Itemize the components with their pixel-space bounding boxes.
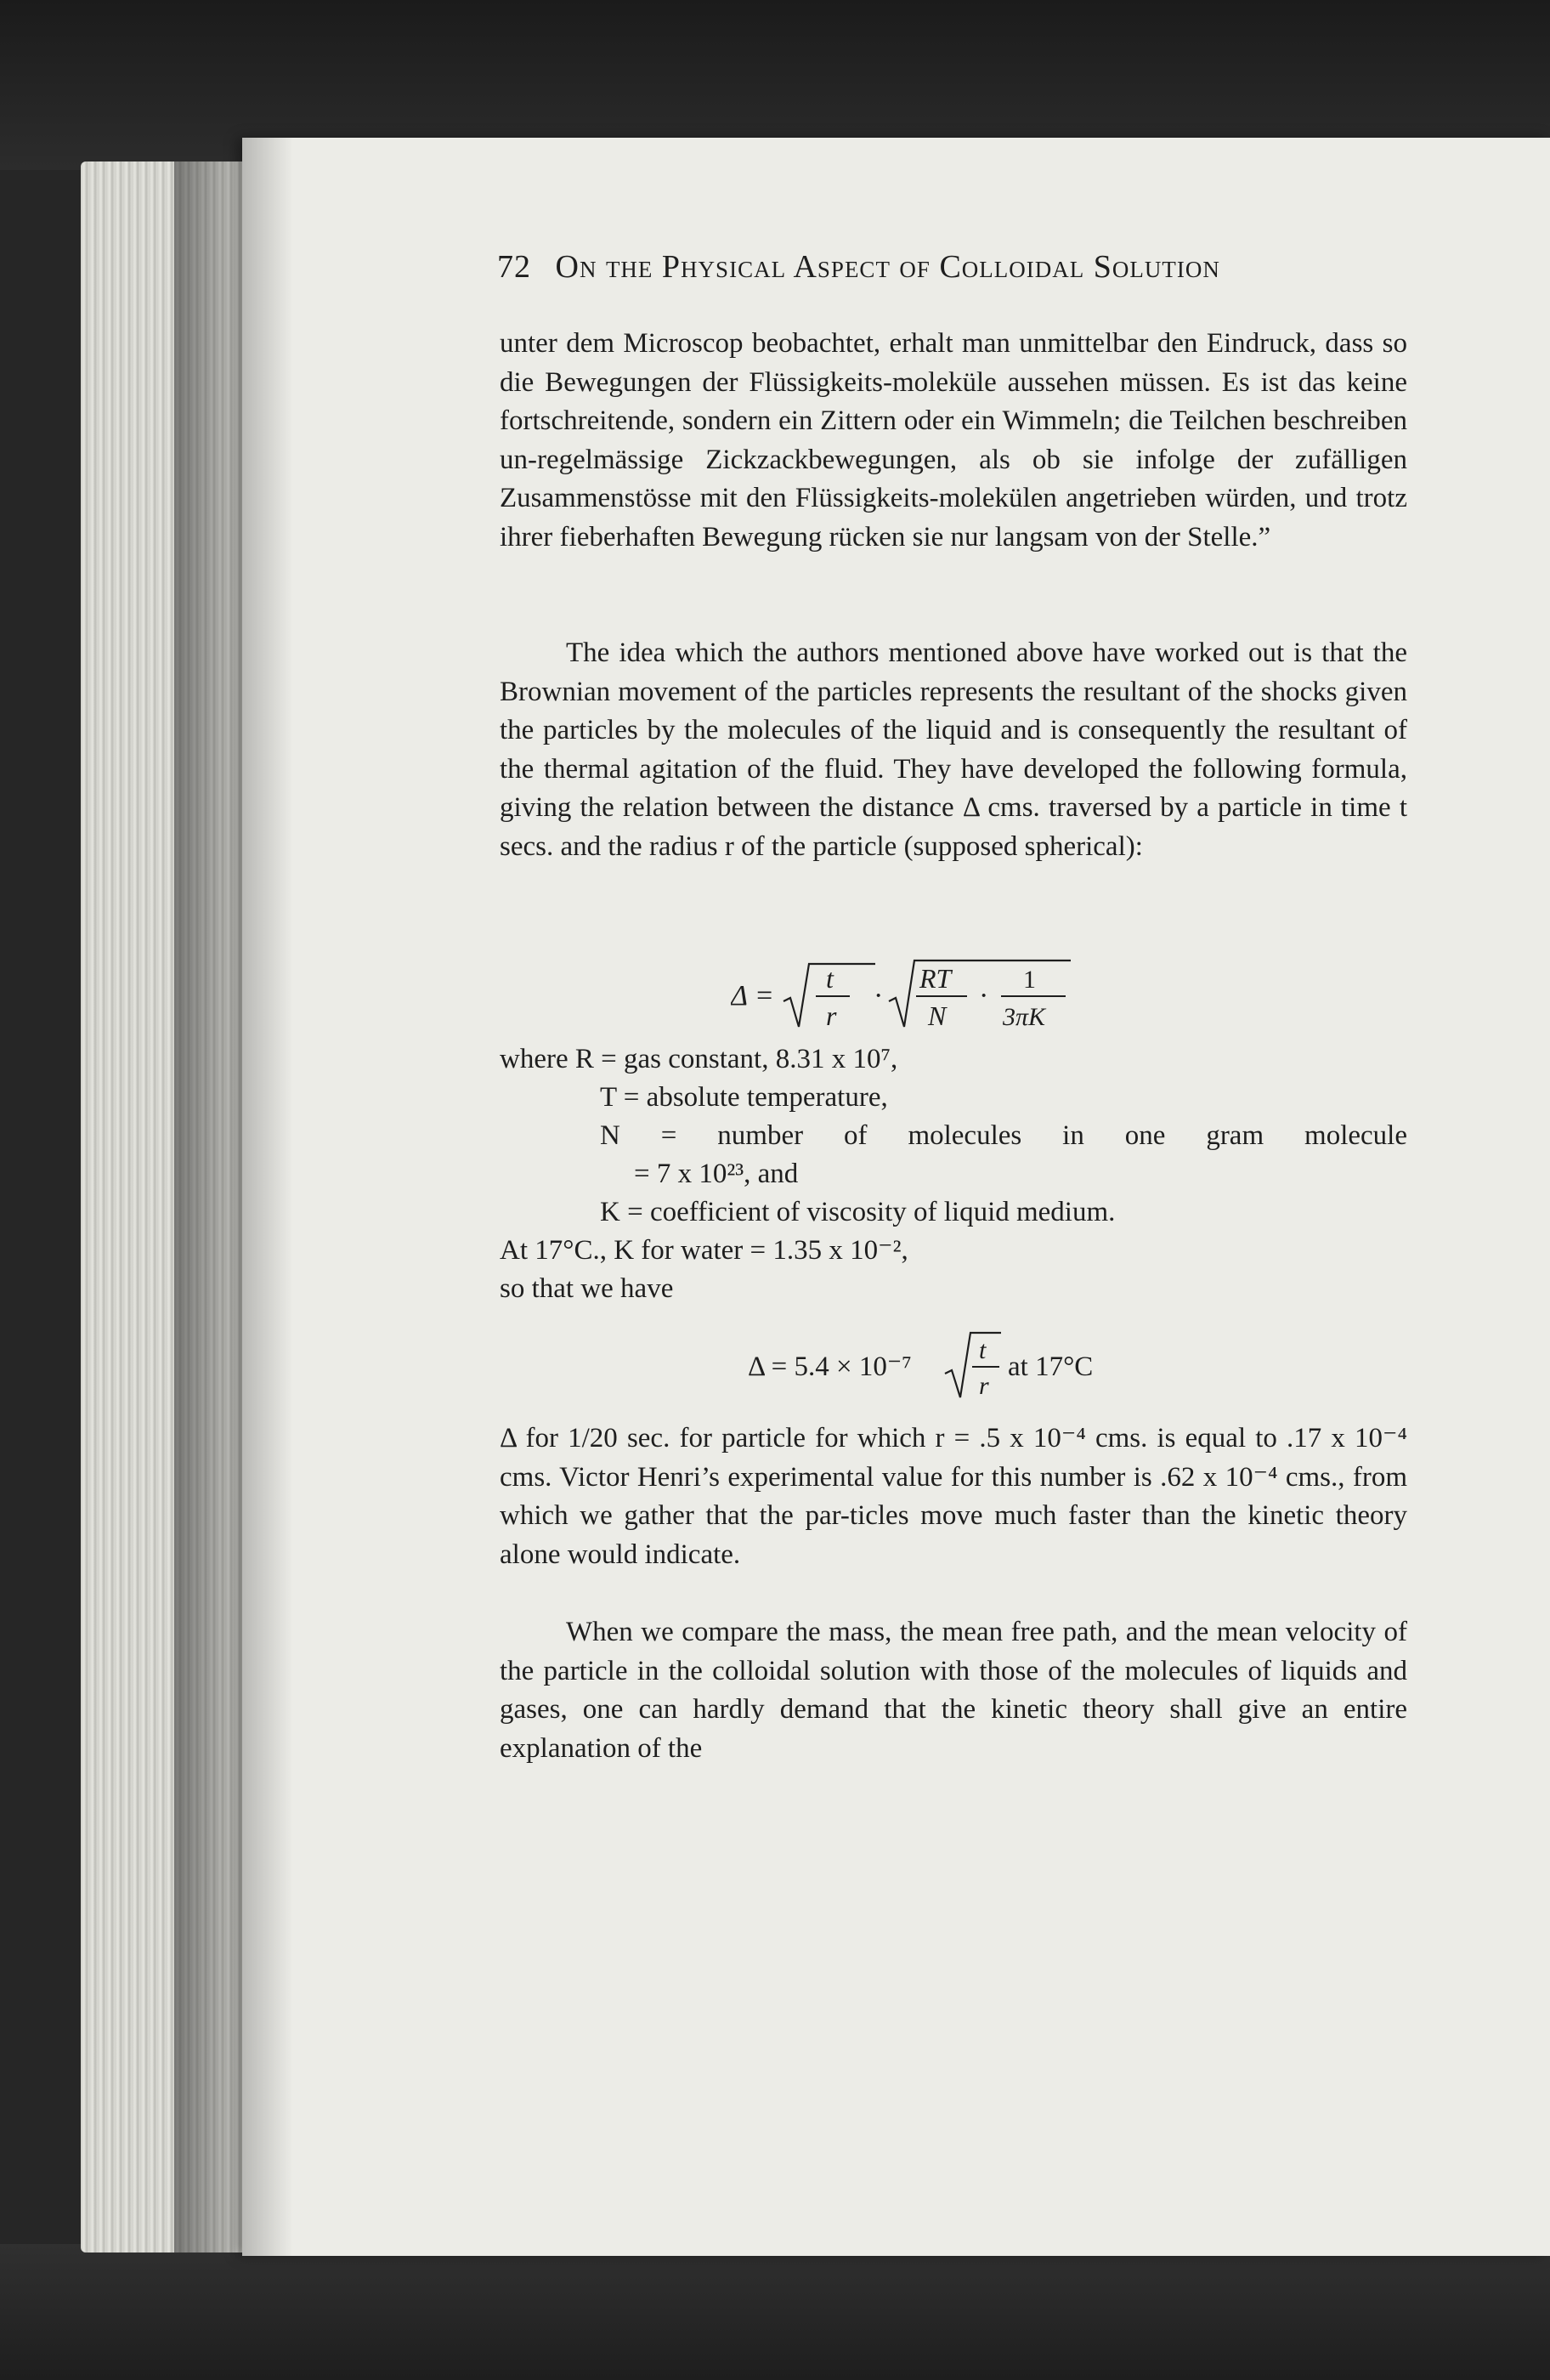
definition-n-value: = 7 x 10²³, and xyxy=(634,1159,799,1189)
so-that-we-have: so that we have xyxy=(500,1273,674,1304)
paragraph-brownian-idea: The idea which the authors mentioned above have worked out is that the Brownian movement of the particles represents the resultant of the shocks given the particles by the molecules of the liquid and is consequently the resultant of the thermal agitation of the fluid. They have developed the following formula, giving the relation between the distance Δ cms. traversed by a particle in time t secs. and the radius r of the particle (supposed spherical): xyxy=(500,638,1407,862)
definition-k: K = coefficient of viscosity of liquid medium. xyxy=(600,1197,1116,1227)
page-number: 72 xyxy=(497,249,531,285)
definition-r: where R = gas constant, 8.31 x 10⁷, xyxy=(500,1044,898,1074)
formula1-den3: 3πK xyxy=(1003,1003,1046,1031)
definitions-block xyxy=(500,1040,1407,1321)
page-shade xyxy=(242,138,293,2256)
formula2-suffix: at 17°C xyxy=(1008,1352,1094,1382)
formula-brownian-displacement xyxy=(731,952,1088,1037)
formula1-num3: 1 xyxy=(1023,966,1036,994)
sqrt-sign-3 xyxy=(945,1333,1001,1397)
formula2-lhs: Δ = 5.4 × 10⁻⁷ xyxy=(748,1352,912,1382)
formula1-lhs: Δ = xyxy=(731,980,774,1012)
formula1-dot2: · xyxy=(979,980,989,1012)
formula1-num1: t xyxy=(826,963,834,994)
paragraph-german-quote: unter dem Microscop beobachtet, erhalt man unmittelbar den Eindruck, dass so die Bewegungen der Flüssigkeits-moleküle aussehen müssen. Es ist das keine fortschreitende, sondern ein Zittern oder ein Wimmeln; die Teilchen beschreiben un-regelmässige Zickzackbewegungen, als ob sie infolge der zufälligen Zusammenstösse mit den Flüssigkeits-molekülen angetrieben würden, und trotz ihrer fieberhaften Bewegung rücken sie nur langsam von der Stelle.” xyxy=(500,328,1407,552)
formula1-den1: r xyxy=(826,1000,837,1031)
definition-t: T = absolute temperature, xyxy=(600,1082,888,1113)
water-viscosity: At 17°C., K for water = 1.35 x 10⁻², xyxy=(500,1235,908,1266)
formula1-den2: N xyxy=(928,1000,947,1031)
formula1-dot: · xyxy=(874,980,884,1012)
paragraph-henri-value: Δ for 1/20 sec. for particle for which r = .5 x 10⁻⁴ cms. is equal to .17 x 10⁻⁴ cms. Victor Henri’s experimental value for this number is .62 x 10⁻⁴ cms., from which we gather that the par-ticles move much faster than the kinetic theory alone would indicate. xyxy=(500,1423,1407,1570)
formula2-den: r xyxy=(979,1372,989,1400)
running-title: On the Physical Aspect of Colloidal Solution xyxy=(555,249,1220,285)
background-bottom xyxy=(0,2244,1550,2380)
formula-displacement-at-17c xyxy=(748,1326,1122,1402)
running-head xyxy=(497,248,1347,286)
formula2-num: t xyxy=(979,1336,987,1364)
gutter-shadow xyxy=(174,162,251,2252)
definition-n: N = number of molecules in one gram molecule xyxy=(600,1120,1407,1151)
paragraph-kinetic-theory: When we compare the mass, the mean free path, and the mean velocity of the particle in the colloidal solution with those of the molecules of liquids and gases, one can hardly demand that the kinetic theory shall give an entire explanation of the xyxy=(500,1617,1407,1764)
formula1-num2: RT xyxy=(919,963,952,994)
